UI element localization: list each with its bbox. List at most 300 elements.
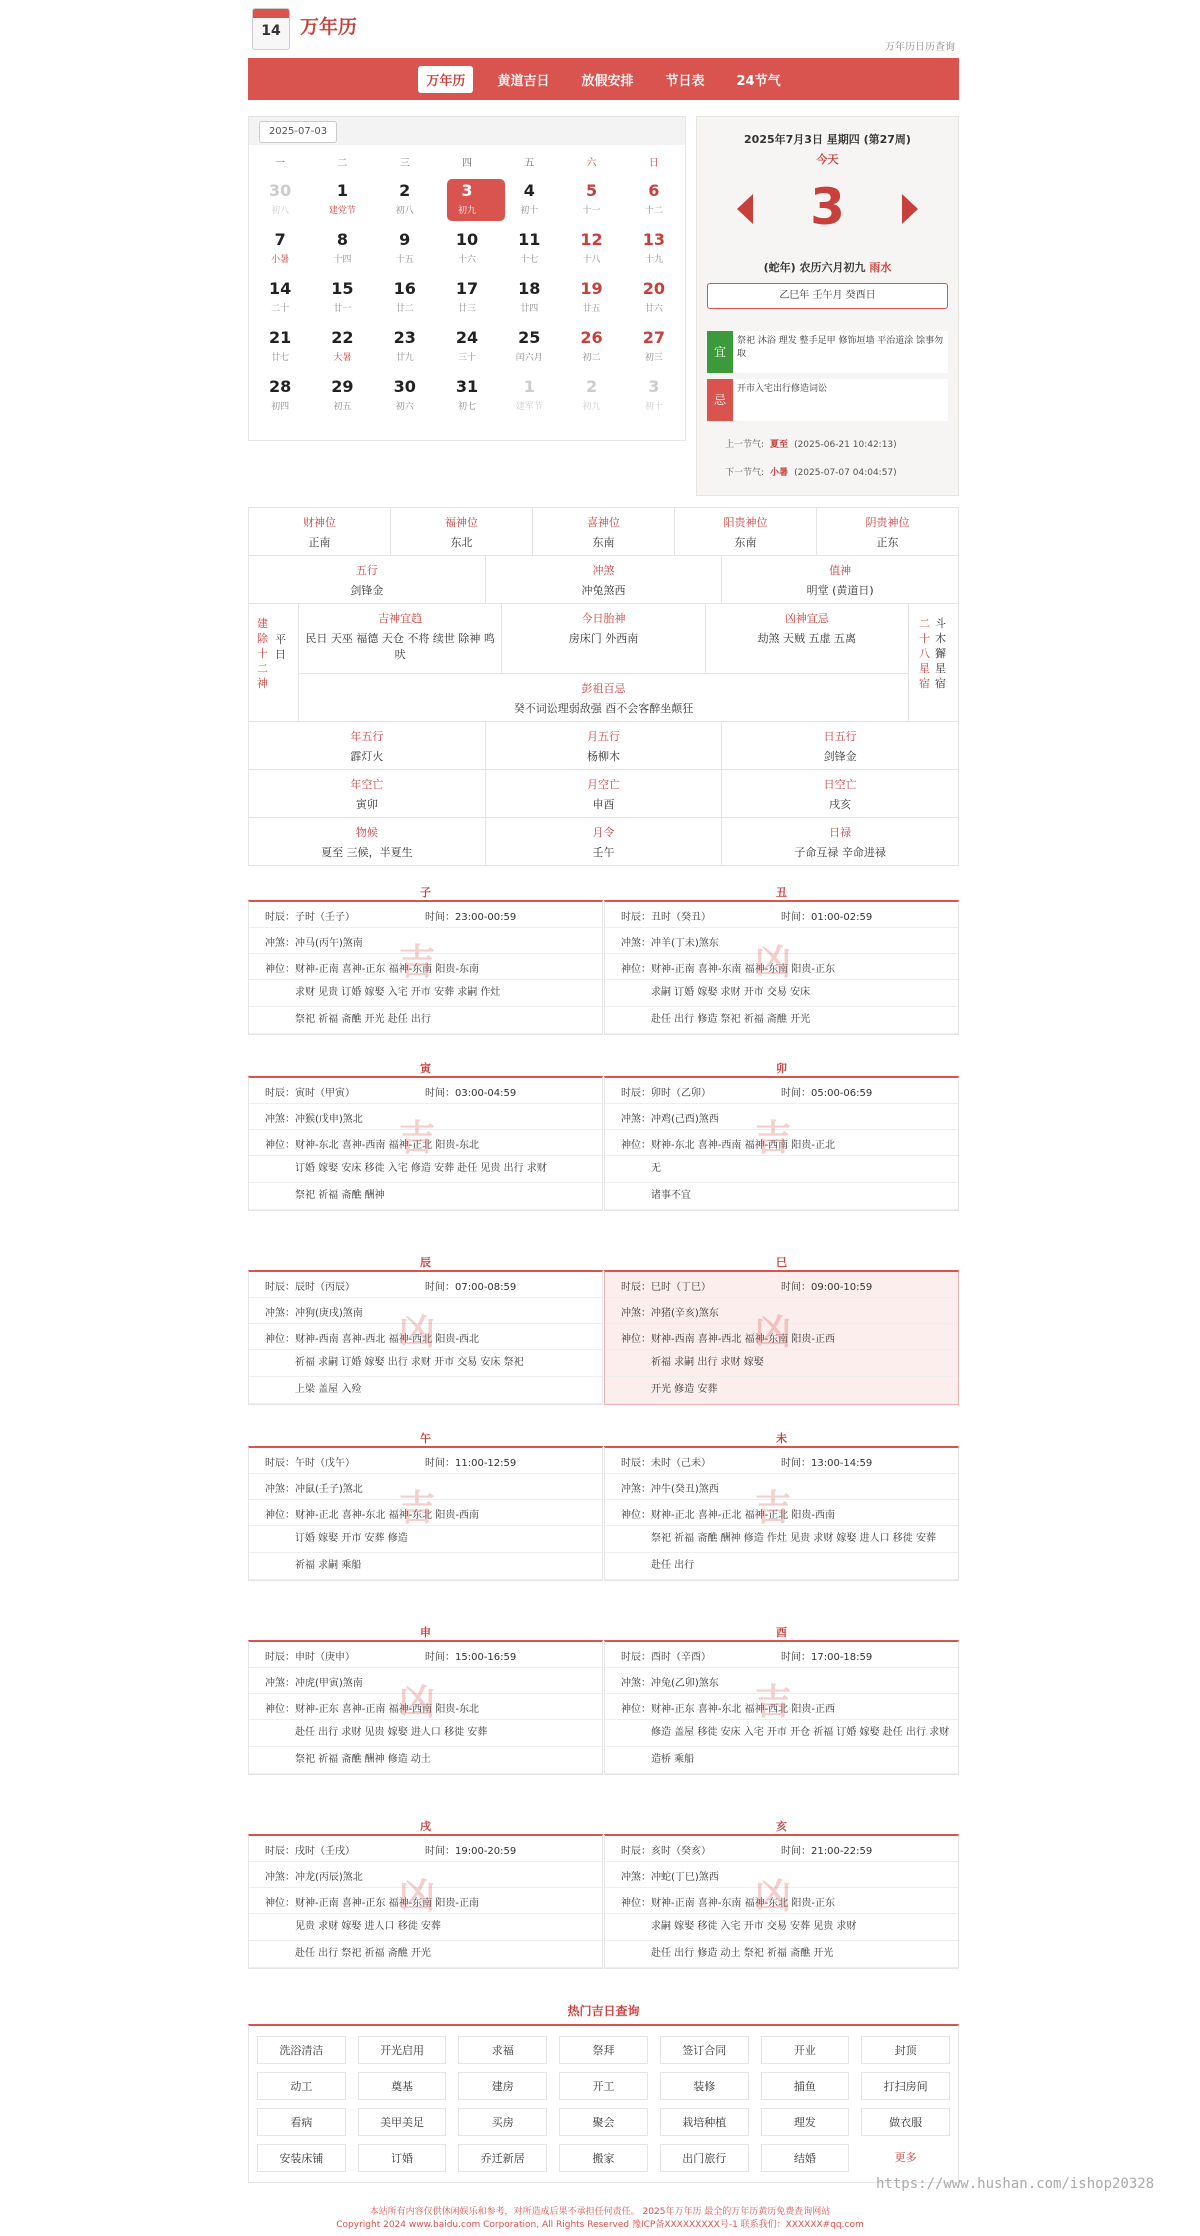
nav-tab-4[interactable]: 24节气 — [736, 73, 781, 89]
calendar-panel — [248, 116, 686, 441]
lunar-day: 十七 — [520, 255, 539, 265]
page — [248, 0, 959, 100]
calendar-day-today[interactable] — [436, 177, 498, 226]
row6-cell — [722, 770, 958, 817]
lunar-day: 初十 — [644, 402, 663, 412]
hot-item[interactable]: 做衣服 — [861, 2108, 950, 2136]
day-number: 22 — [331, 328, 354, 347]
calendar-day[interactable] — [623, 275, 685, 324]
day-number: 30 — [269, 181, 292, 200]
weekday-label: 二 — [337, 158, 348, 169]
gods-cell — [249, 508, 391, 555]
day-number: 30 — [393, 377, 416, 396]
lunar-term: 雨水 — [869, 261, 892, 274]
hot-item[interactable]: 开工 — [559, 2072, 648, 2100]
calendar-day[interactable] — [249, 324, 311, 373]
taishen-value: 房床门 外西南 — [568, 632, 639, 645]
lunar-day: 廿五 — [582, 304, 601, 314]
hour-chongsha: 冲煞：冲马(丙午)煞南 — [249, 928, 602, 954]
calendar-day[interactable] — [311, 226, 373, 275]
calendar-day[interactable] — [498, 275, 560, 324]
row7-value: 夏至 三候，半夏生 — [321, 846, 413, 859]
hour-time: 时间：11:00-12:59 — [425, 1458, 517, 1469]
calendar-day[interactable] — [436, 373, 498, 422]
calendar-day[interactable] — [436, 226, 498, 275]
calendar-day[interactable] — [249, 226, 311, 275]
hour-yi: 祈福 求嗣 出行 求财 嫁娶 — [605, 1350, 958, 1377]
hour-time-row — [605, 1642, 958, 1668]
row6-value: 寅卯 — [355, 798, 378, 811]
gods-header: 喜神位 — [587, 516, 620, 529]
main-nav — [248, 58, 959, 100]
row7-cell — [722, 818, 958, 865]
hot-item[interactable]: 开光启用 — [358, 2036, 447, 2064]
hour-ji: 赴任 出行 祭祀 祈福 斋醮 开光 — [249, 1941, 602, 1968]
day-number: 20 — [642, 279, 665, 298]
calendar-day[interactable] — [560, 324, 622, 373]
hour-shichen: 时辰：寅时（甲寅） — [265, 1088, 355, 1099]
jianchu-value: 平日 — [275, 633, 286, 661]
hour-luck-stamp: 吉 — [399, 942, 436, 983]
hour-title: 戌 — [420, 1820, 431, 1833]
weekday-label: 五 — [524, 158, 535, 169]
gods-cell — [817, 508, 958, 555]
gods-value: 东南 — [592, 536, 615, 549]
prev-term-label: 上一节气: — [725, 440, 765, 450]
hour-block-7 — [604, 1430, 959, 1581]
weekday-label: 一 — [275, 158, 286, 169]
hour-ji: 开光 修造 安葬 — [605, 1377, 958, 1404]
lunar-day: 廿四 — [520, 304, 539, 314]
hour-shichen: 时辰：辰时（丙辰） — [265, 1282, 355, 1293]
xiongsha-cell — [706, 604, 908, 674]
hour-title: 午 — [420, 1432, 431, 1445]
calendar-day[interactable] — [498, 177, 560, 226]
calendar-day[interactable] — [436, 324, 498, 373]
hot-item[interactable]: 看病 — [257, 2108, 346, 2136]
hour-luck-stamp: 吉 — [399, 1488, 436, 1529]
hour-yi: 订婚 嫁娶 开市 安葬 修造 — [249, 1526, 602, 1553]
hour-shenwei: 神位：财神-正东 喜神-正南 福神-西南 阳贵-东北 — [249, 1694, 602, 1720]
nav-tab-0[interactable]: 万年历 — [418, 66, 473, 93]
hot-item[interactable]: 订婚 — [358, 2144, 447, 2172]
hour-shichen: 时辰：丑时（癸丑） — [621, 912, 711, 923]
hour-shenwei: 神位：财神-正南 喜神-东南 福神-东北 阳贵-正东 — [605, 1888, 958, 1914]
hour-block-6 — [248, 1430, 603, 1581]
hot-item[interactable]: 安装床铺 — [257, 2144, 346, 2172]
hour-luck-stamp: 凶 — [399, 1682, 436, 1723]
hour-chongsha: 冲煞：冲蛇(丁巳)煞西 — [605, 1862, 958, 1888]
calendar-day[interactable] — [560, 275, 622, 324]
next-day-icon[interactable] — [902, 194, 918, 224]
hour-title: 巳 — [776, 1256, 787, 1269]
hour-box — [604, 1076, 959, 1211]
xiu-value: 斗木獬星宿 — [935, 617, 946, 690]
jianchu-label: 建除十二神 — [257, 617, 268, 690]
hour-title: 未 — [776, 1432, 787, 1445]
hour-title: 酉 — [776, 1626, 787, 1639]
hour-shichen: 时辰：亥时（癸亥） — [621, 1846, 711, 1857]
calendar-day[interactable] — [498, 373, 560, 422]
hour-shenwei: 神位：财神-正南 喜神-东南 福神-东南 阳贵-正东 — [605, 954, 958, 980]
calendar-day[interactable] — [623, 177, 685, 226]
hour-box — [604, 1270, 959, 1405]
hot-item[interactable]: 签订合同 — [660, 2036, 749, 2064]
lunar-day: 大暑 — [333, 353, 352, 363]
row2-cell — [486, 556, 723, 603]
hour-box — [248, 1446, 603, 1581]
calendar-day[interactable] — [623, 373, 685, 422]
day-number: 24 — [455, 328, 479, 347]
calendar-grid — [249, 177, 685, 422]
hour-chongsha: 冲煞：冲虎(甲寅)煞南 — [249, 1668, 602, 1694]
hour-time: 时间：07:00-08:59 — [425, 1282, 517, 1293]
gods-header: 阴贵神位 — [865, 516, 910, 529]
hot-item[interactable]: 洗浴清洁 — [257, 2036, 346, 2064]
hour-luck-stamp: 吉 — [755, 1118, 792, 1159]
next-term-name[interactable]: 小暑 — [770, 468, 789, 478]
lunar-day: 十二 — [644, 206, 663, 216]
hour-shichen: 时辰：戌时（壬戌） — [265, 1846, 355, 1857]
day-number: 25 — [518, 328, 541, 347]
site-slogan: 万年历日历查询 — [885, 42, 955, 53]
hot-item[interactable]: 开业 — [761, 2036, 850, 2064]
row5-value: 剑锋金 — [823, 750, 857, 763]
day-number: 14 — [269, 279, 292, 298]
day-number: 21 — [269, 328, 292, 347]
day-number: 9 — [399, 230, 411, 249]
hour-title: 卯 — [776, 1062, 787, 1075]
hour-shichen: 时辰：酉时（辛酉） — [621, 1652, 711, 1663]
hour-chongsha: 冲煞：冲猴(戊申)煞北 — [249, 1104, 602, 1130]
calendar-day[interactable] — [374, 373, 436, 422]
day-detail-panel — [696, 116, 959, 496]
row6-value: 戌亥 — [829, 798, 852, 811]
lunar-day: 初四 — [271, 402, 290, 412]
lunar-date-text: (蛇年) 农历六月初九 — [763, 261, 866, 274]
hour-block-3 — [604, 1060, 959, 1211]
calendar-day[interactable] — [249, 275, 311, 324]
prev-term-name[interactable]: 夏至 — [770, 440, 789, 450]
taishen-cell — [502, 604, 705, 674]
hot-item[interactable]: 奠基 — [358, 2072, 447, 2100]
hour-yi: 祭祀 祈福 斋醮 酬神 修造 作灶 见贵 求财 嫁娶 进人口 移徙 安葬 — [605, 1526, 958, 1553]
xiu-label: 二十八星宿 — [919, 617, 930, 690]
gods-value: 正南 — [308, 536, 331, 549]
lunar-day: 初七 — [457, 402, 476, 412]
more-link[interactable]: 更多 — [861, 2144, 950, 2172]
hour-luck-stamp: 吉 — [755, 1682, 792, 1723]
calendar-day[interactable] — [311, 177, 373, 226]
hour-yi: 见贵 求财 嫁娶 进人口 移徙 安葬 — [249, 1914, 602, 1941]
lunar-day: 初八 — [271, 206, 290, 216]
lunar-day: 廿九 — [395, 353, 414, 363]
hour-box — [604, 1446, 959, 1581]
hour-time: 时间：03:00-04:59 — [425, 1088, 517, 1099]
calendar-day[interactable] — [374, 324, 436, 373]
hour-title: 丑 — [776, 886, 787, 899]
hot-item[interactable]: 祭拜 — [559, 2036, 648, 2064]
hot-item[interactable]: 理发 — [761, 2108, 850, 2136]
next-term-label: 下一节气: — [725, 468, 765, 478]
yi-tag: 宜 — [707, 331, 733, 373]
shen-center — [299, 604, 908, 721]
day-number: 27 — [642, 328, 665, 347]
hour-block-11 — [604, 1818, 959, 1969]
hour-box — [248, 1834, 603, 1969]
hour-shichen: 时辰：申时（庚申） — [265, 1652, 355, 1663]
hour-title: 辰 — [420, 1256, 431, 1269]
shen-top — [299, 604, 908, 674]
lunar-day: 初五 — [333, 402, 352, 412]
hour-time: 时间：21:00-22:59 — [781, 1846, 873, 1857]
hot-item[interactable]: 买房 — [458, 2108, 547, 2136]
hour-luck-stamp: 凶 — [399, 1876, 436, 1917]
hour-block-8 — [248, 1624, 603, 1775]
hour-shichen: 时辰：未时（己未） — [621, 1458, 711, 1469]
footer-copyright: Copyright 2024 www.baidu.com Corporation, All Rights Reserved 豫ICP备XXXXXXXXX号-1 联系我们：XXXXXX#qq.com — [336, 2220, 864, 2230]
row7-value: 子命互禄 辛命进禄 — [794, 846, 886, 859]
hour-ji: 赴任 出行 修造 动土 祭祀 祈福 斋醮 开光 — [605, 1941, 958, 1968]
header — [248, 0, 959, 58]
hot-item[interactable]: 打扫房间 — [861, 2072, 950, 2100]
lunar-day: 三十 — [457, 353, 476, 363]
day-number: 31 — [455, 377, 479, 396]
calendar-day[interactable] — [436, 275, 498, 324]
jianchu-cell — [249, 604, 299, 721]
calendar-day[interactable] — [249, 177, 311, 226]
hour-yi: 赴任 出行 求财 见贵 嫁娶 进人口 移徙 安葬 — [249, 1720, 602, 1747]
hour-title: 申 — [420, 1626, 431, 1639]
day-number: 16 — [393, 279, 416, 298]
day-number: 5 — [585, 181, 598, 200]
hour-ji: 诸事不宜 — [605, 1183, 958, 1210]
hot-item[interactable]: 聚会 — [559, 2108, 648, 2136]
hour-chongsha: 冲煞：冲狗(庚戌)煞南 — [249, 1298, 602, 1324]
prev-term-time: (2025-06-21 10:42:13) — [794, 440, 897, 450]
hour-ji: 祭祀 祈福 斋醮 开光 赴任 出行 — [249, 1007, 602, 1034]
hour-box — [604, 900, 959, 1035]
hour-time-row — [249, 1078, 602, 1104]
hot-item[interactable]: 搬家 — [559, 2144, 648, 2172]
gods-header: 福神位 — [445, 516, 478, 529]
hour-time: 时间：05:00-06:59 — [781, 1088, 873, 1099]
lunar-day: 初三 — [644, 353, 663, 363]
lunar-day: 廿一 — [333, 304, 352, 314]
row5-value: 霹灯火 — [350, 750, 384, 763]
lunar-day: 初二 — [582, 353, 601, 363]
row6-value: 申酉 — [592, 798, 615, 811]
calendar-day[interactable] — [623, 226, 685, 275]
weekday-label: 四 — [461, 158, 472, 169]
logo-day: 14 — [261, 23, 281, 39]
wuhou-row — [249, 818, 958, 865]
row5-cell — [249, 722, 486, 769]
hot-item[interactable]: 求福 — [458, 2036, 547, 2064]
hour-ji: 祈福 求嗣 乘船 — [249, 1553, 602, 1580]
calendar-day[interactable] — [374, 275, 436, 324]
hour-shenwei: 神位：财神-正北 喜神-东北 福神-东北 阳贵-西南 — [249, 1500, 602, 1526]
row2-header: 冲煞 — [592, 564, 615, 577]
ji-block — [707, 379, 948, 421]
day-number: 1 — [523, 377, 535, 396]
day-number: 11 — [518, 230, 541, 249]
hour-ji: 造桥 乘船 — [605, 1747, 958, 1774]
hour-yi: 修造 盖屋 移徙 安床 入宅 开市 开仓 祈福 订婚 嫁娶 赴任 出行 求财 — [605, 1720, 958, 1747]
taishen-header: 今日胎神 — [581, 612, 626, 625]
day-number: 19 — [580, 279, 603, 298]
yi-text: 祭祀 沐浴 理发 整手足甲 修饰垣墙 平治道涂 馀事勿取 — [737, 336, 944, 359]
calendar-day[interactable] — [560, 373, 622, 422]
day-number: 2 — [399, 181, 411, 200]
hour-ji: 上梁 盖屋 入殓 — [249, 1377, 602, 1404]
day-number: 4 — [523, 181, 535, 200]
lunar-day: 建军节 — [515, 402, 543, 412]
hour-chongsha: 冲煞：冲鼠(壬子)煞北 — [249, 1474, 602, 1500]
lunar-day: 二十 — [271, 304, 290, 314]
hour-shichen: 时辰：卯时（乙卯） — [621, 1088, 711, 1099]
row2-cell — [249, 556, 486, 603]
row7-header: 物候 — [355, 826, 378, 839]
xiongsha-value: 劫煞 天贼 五虚 五离 — [757, 632, 857, 645]
day-number: 8 — [336, 230, 348, 249]
calendar-day[interactable] — [498, 324, 560, 373]
calendar-day[interactable] — [249, 373, 311, 422]
day-number: 28 — [269, 377, 292, 396]
hour-box — [248, 1270, 603, 1405]
selected-date: 2025年7月3日 星期四 (第27周) — [744, 133, 911, 146]
lunar-date — [697, 259, 958, 275]
hour-chongsha: 冲煞：冲牛(癸丑)煞西 — [605, 1474, 958, 1500]
lunar-day: 十一 — [582, 206, 601, 216]
hour-time: 时间：13:00-14:59 — [781, 1458, 873, 1469]
hour-chongsha: 冲煞：冲兔(乙卯)煞东 — [605, 1668, 958, 1694]
hot-item[interactable]: 栽培种植 — [660, 2108, 749, 2136]
calendar-day[interactable] — [311, 373, 373, 422]
lunar-day: 十六 — [457, 255, 476, 265]
hour-luck-stamp: 凶 — [755, 942, 792, 983]
hour-luck-stamp: 吉 — [399, 1118, 436, 1159]
row5-cell — [486, 722, 723, 769]
ji-text: 开市入宅出行修造词讼 — [737, 384, 828, 394]
ganzhi-box: 乙巳年 壬午月 癸酉日 — [707, 283, 948, 309]
day-number: 12 — [580, 230, 603, 249]
footer — [0, 2206, 1200, 2232]
gods-value: 正东 — [876, 536, 899, 549]
pengzu-value: 癸不词讼理弱敌强 酉不会客醉坐颠狂 — [513, 702, 694, 715]
hot-item[interactable]: 封顶 — [861, 2036, 950, 2064]
lunar-day: 廿六 — [644, 304, 663, 314]
calendar-day[interactable] — [311, 275, 373, 324]
calendar-day[interactable] — [311, 324, 373, 373]
hour-shenwei: 神位：财神-东北 喜神-西南 福神-正北 阳贵-东北 — [249, 1130, 602, 1156]
row6-header: 月空亡 — [587, 778, 620, 791]
hot-item[interactable]: 结婚 — [761, 2144, 850, 2172]
calendar-day[interactable] — [374, 177, 436, 226]
hour-shenwei: 神位：财神-东北 喜神-西南 福神-西南 阳贵-正北 — [605, 1130, 958, 1156]
hour-chongsha: 冲煞：冲龙(丙辰)煞北 — [249, 1862, 602, 1888]
nav-tab-2[interactable]: 放假安排 — [581, 73, 634, 89]
hour-shenwei: 神位：财神-西南 喜神-西北 福神-东南 阳贵-正西 — [605, 1324, 958, 1350]
row5-value: 杨柳木 — [587, 750, 620, 763]
hour-title: 寅 — [420, 1062, 431, 1075]
row7-value: 壬午 — [592, 846, 615, 859]
day-number: 29 — [331, 377, 354, 396]
hour-shenwei: 神位：财神-西南 喜神-西北 福神-西北 阳贵-西北 — [249, 1324, 602, 1350]
date-input[interactable]: 2025-07-03 — [259, 121, 337, 143]
day-number: 18 — [518, 279, 541, 298]
calendar-day[interactable] — [498, 226, 560, 275]
calendar-logo-icon[interactable] — [252, 8, 290, 50]
hour-yi: 订婚 嫁娶 安床 移徙 入宅 修造 安葬 赴任 见贵 出行 求财 — [249, 1156, 602, 1183]
lunar-day: 十九 — [644, 255, 663, 265]
calendar-day[interactable] — [623, 324, 685, 373]
day-number: 2 — [585, 377, 598, 396]
hot-item[interactable]: 乔迁新居 — [458, 2144, 547, 2172]
pengzu-header: 彭祖百忌 — [581, 682, 626, 695]
calendar-day[interactable] — [560, 177, 622, 226]
hour-block-0 — [248, 884, 603, 1035]
almanac-table — [248, 507, 959, 866]
calendar-day[interactable] — [374, 226, 436, 275]
hour-shichen: 时辰：子时（壬子） — [265, 912, 355, 923]
nav-tab-1[interactable]: 黄道吉日 — [497, 73, 550, 89]
today-link[interactable]: 今天 — [816, 153, 839, 166]
hour-yi: 求财 见贵 订婚 嫁娶 入宅 开市 安葬 求嗣 作灶 — [249, 980, 602, 1007]
hour-time-row — [249, 1272, 602, 1298]
hot-item[interactable]: 出门旅行 — [660, 2144, 749, 2172]
hot-item[interactable]: 装修 — [660, 2072, 749, 2100]
site-title[interactable]: 万年历 — [300, 16, 358, 38]
hour-time: 时间：19:00-20:59 — [425, 1846, 517, 1857]
wuxing-row — [249, 556, 958, 604]
next-solar-term — [725, 465, 897, 478]
hour-time-row — [249, 1642, 602, 1668]
row2-value: 明堂 (黄道日) — [806, 584, 874, 597]
hour-shenwei: 神位：财神-正东 喜神-东北 福神-西北 阳贵-正西 — [605, 1694, 958, 1720]
calendar-day[interactable] — [560, 226, 622, 275]
row6-cell — [486, 770, 723, 817]
hour-time: 时间：01:00-02:59 — [781, 912, 873, 923]
next-term-time: (2025-07-07 04:04:57) — [794, 468, 897, 478]
row5-header: 年五行 — [350, 730, 384, 743]
nav-tab-3[interactable]: 节日表 — [665, 73, 705, 89]
hour-box — [248, 900, 603, 1035]
hot-item[interactable]: 建房 — [458, 2072, 547, 2100]
hot-item[interactable]: 动工 — [257, 2072, 346, 2100]
hot-item[interactable]: 美甲美足 — [358, 2108, 447, 2136]
hour-yi: 求嗣 嫁娶 移徙 入宅 开市 交易 安葬 见贵 求财 — [605, 1914, 958, 1941]
hour-yi: 求嗣 订婚 嫁娶 求财 开市 交易 安床 — [605, 980, 958, 1007]
hour-block-10 — [248, 1818, 603, 1969]
hour-chongsha: 冲煞：冲羊(丁未)煞东 — [605, 928, 958, 954]
hour-block-9 — [604, 1624, 959, 1775]
row2-value: 剑锋金 — [350, 584, 384, 597]
hour-luck-stamp: 凶 — [755, 1312, 792, 1353]
gods-row — [249, 508, 958, 556]
day-number: 6 — [648, 181, 660, 200]
footer-disclaimer: 本站所有内容仅供休闲娱乐和参考，对所造成后果不承担任何责任。 2025年万年历 最全的万年历黄历免费查询网站 — [369, 2207, 831, 2217]
lunar-day: 初八 — [395, 206, 414, 216]
hot-item[interactable]: 捕鱼 — [761, 2072, 850, 2100]
weekday-label: 三 — [399, 158, 410, 169]
hour-time-row — [605, 1078, 958, 1104]
hour-luck-stamp: 凶 — [399, 1312, 436, 1353]
calendar-toolbar — [249, 117, 685, 145]
hour-time-row — [249, 902, 602, 928]
hour-box — [604, 1834, 959, 1969]
ji-tag: 忌 — [707, 379, 733, 421]
